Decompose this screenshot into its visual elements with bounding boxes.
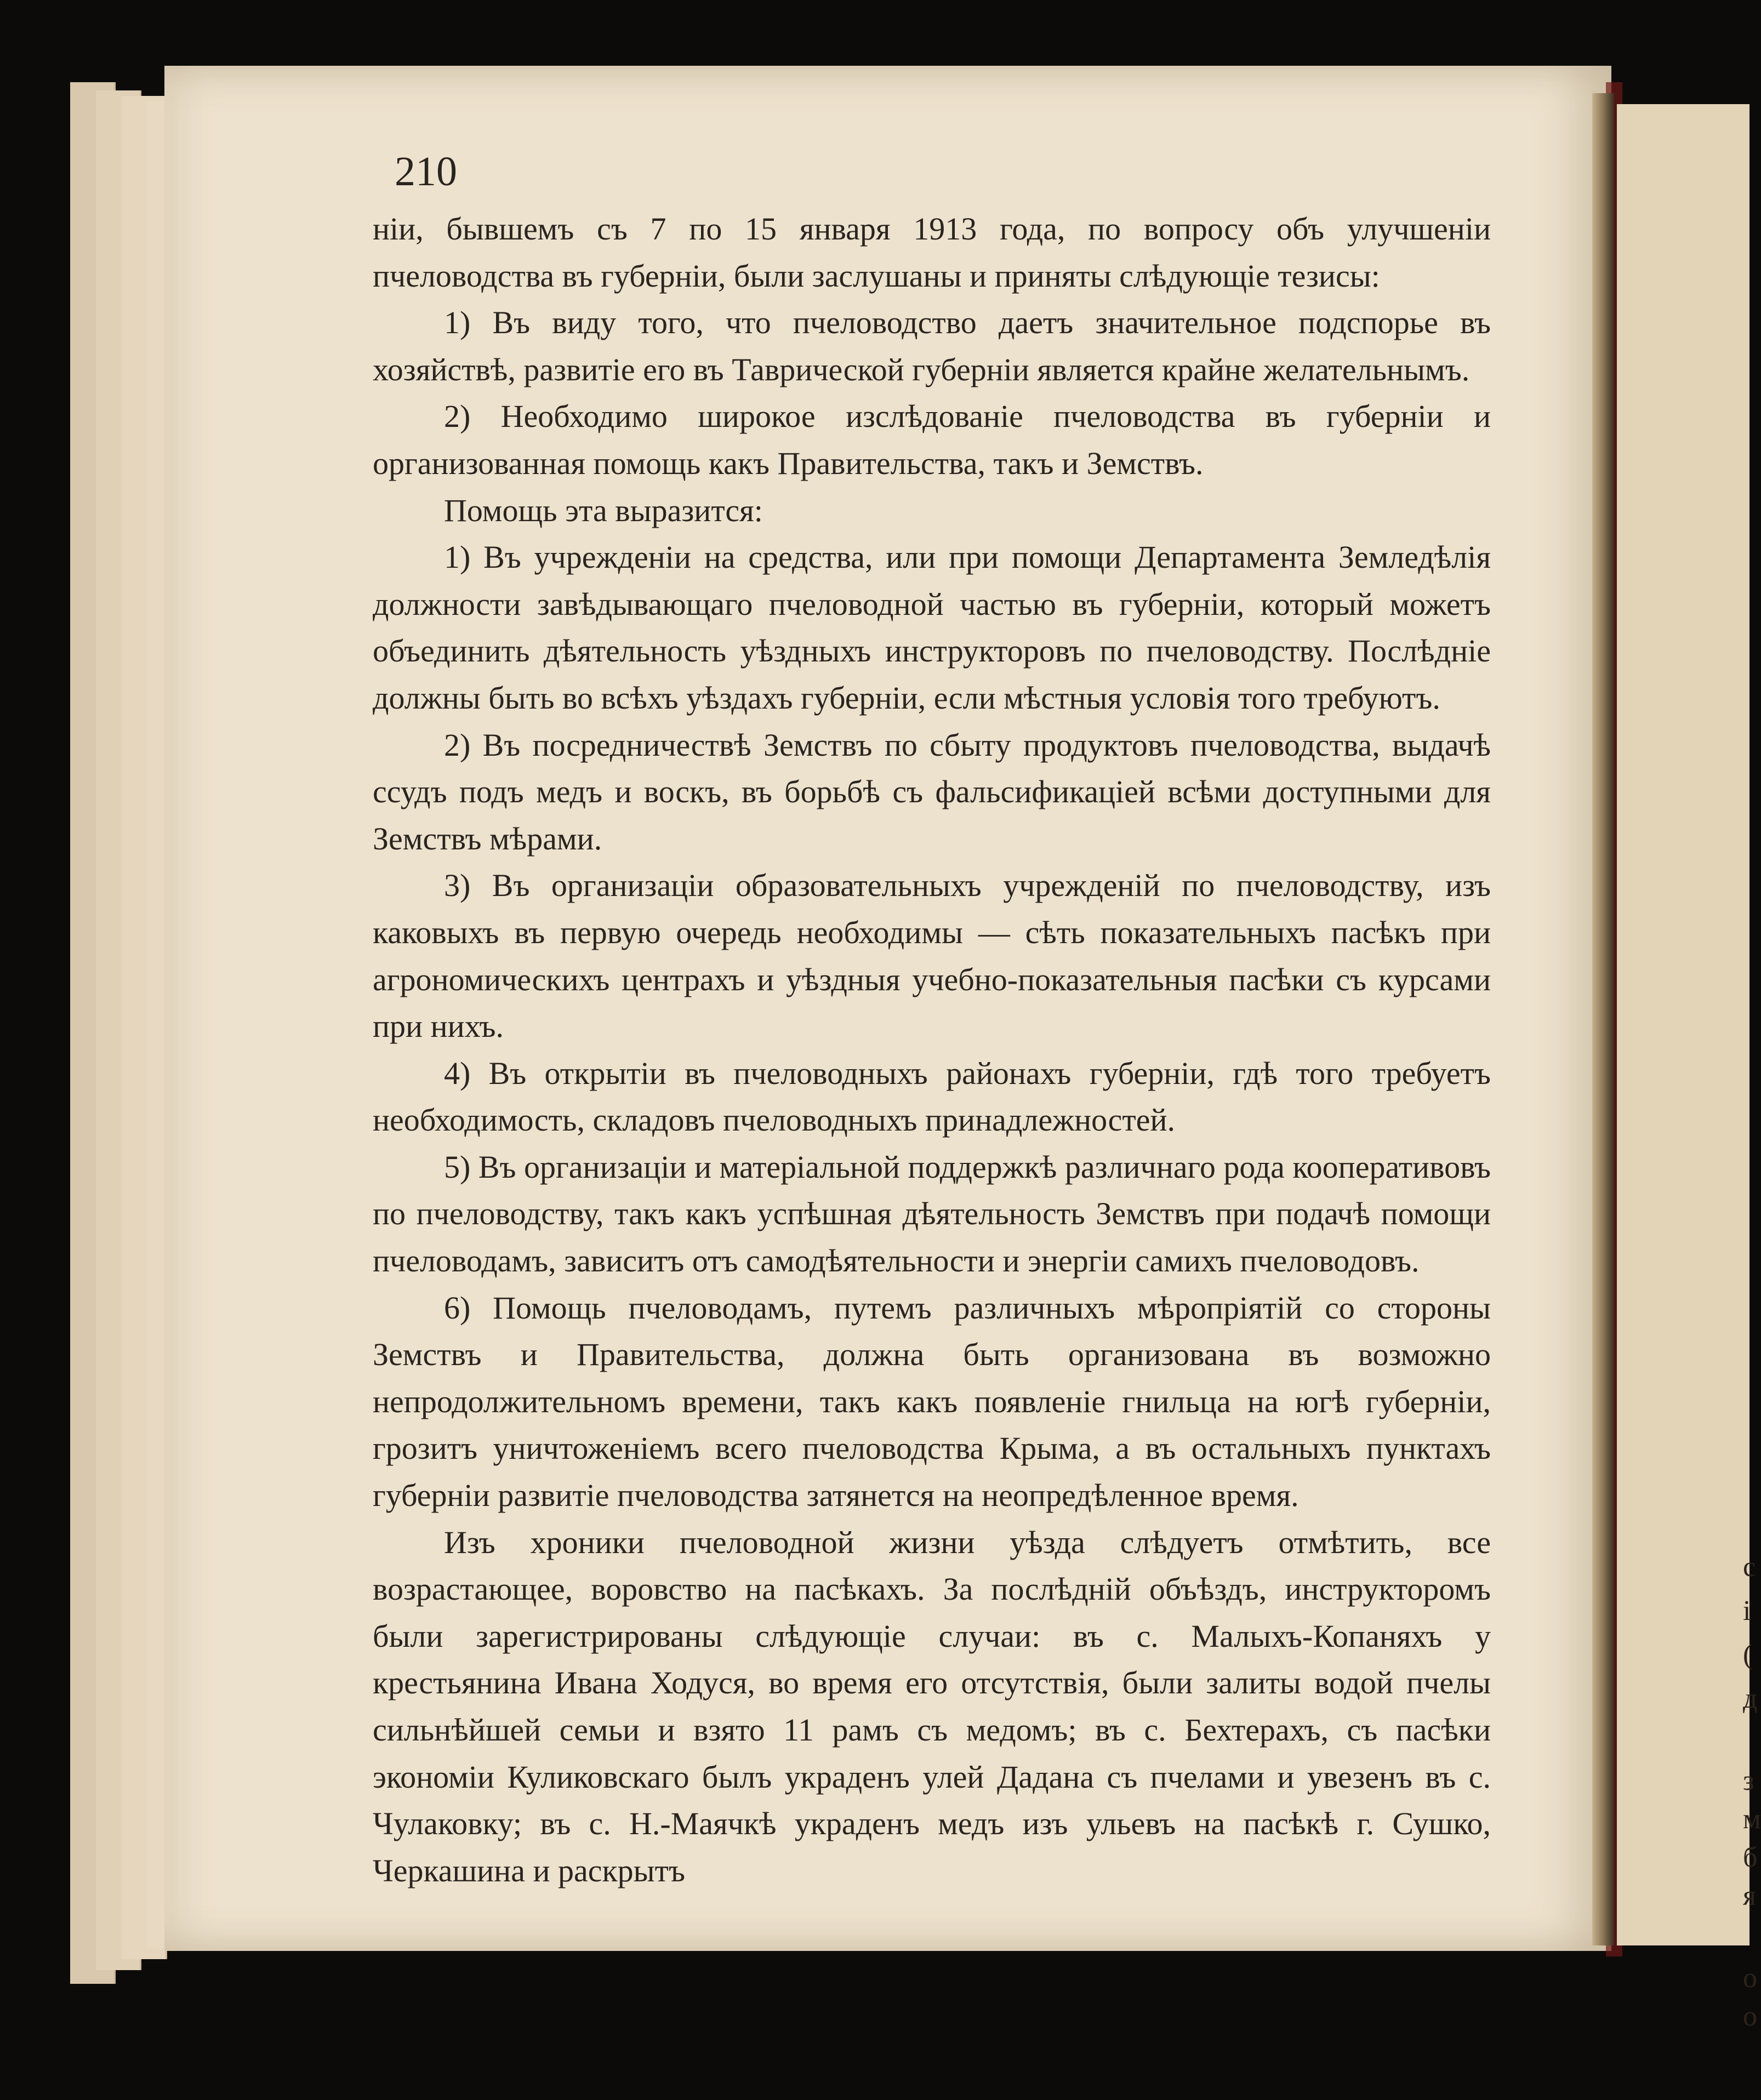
paragraph: 3) Въ организаціи образовательныхъ учрежденій по пчеловодству, изъ каковыхъ въ первую очередь необходимы — сѣть показательныхъ пасѣкъ при агрономическихъ центрахъ и уѣздныя учебно-показательныя пасѣки съ курсами при нихъ. xyxy=(373,868,1491,1045)
paragraph: ніи, бывшемъ съ 7 по 15 января 1913 года, по вопросу объ улучшеніи пчеловодства въ губерніи, были заслушаны и приняты слѣдующіе тезисы: xyxy=(373,211,1491,294)
next-page-fragment: о xyxy=(1743,2001,1757,2032)
next-page-fragment: і xyxy=(1743,1595,1751,1627)
paragraph: 1) Въ виду того, что пчеловодство даетъ значительное подспорье въ хозяйствѣ, развитіе его въ Таврической губерніи является крайне желательнымъ. xyxy=(373,305,1491,387)
paragraph: 1) Въ учрежденіи на средства, или при помощи Департамента Земледѣлія должности завѣдывающаго пчеловодной частью въ губерніи, который можетъ объединить дѣятельность уѣздныхъ инструкторовъ по пчеловодству. Послѣдніе должны быть во всѣхъ уѣздахъ губерніи, если мѣстныя условія того требуютъ. xyxy=(373,539,1491,716)
paragraph: 2) Необходимо широкое изслѣдованіе пчеловодства въ губерніи и организованная помощь какъ Правительства, такъ и Земствъ. xyxy=(373,398,1491,481)
next-page xyxy=(1617,104,1761,2032)
next-page-fragment: я xyxy=(1743,1880,1756,1911)
next-page-fragment: б xyxy=(1743,1842,1758,1873)
paragraph: Изъ хроники пчеловодной жизни уѣзда слѣдуетъ отмѣтить, все возрастающее, воровство на пасѣкахъ. За послѣдній объѣздъ, инструкторомъ были зарегистрированы слѣдующіе случаи: въ с. Малыхъ-Копаняхъ у крестьянина Ивана Ходуся, во время его отсутствія, были залиты водой пчелы сильнѣйшей семьи и взято 11 рамъ съ медомъ; въ с. Бехтерахъ, съ пасѣки экономіи Куликовскаго былъ украденъ улей Дадана съ пчелами и увезенъ въ с. Чулаковку; въ с. Н.-Маячкѣ украденъ медъ изъ ульевъ на пасѣкѣ г. Сушко, Черкашина и раскрытъ xyxy=(373,1524,1491,1888)
paragraph: 6) Помощь пчеловодамъ, путемъ различныхъ мѣропріятій со стороны Земствъ и Правительства, должна быть организована въ возможно непродолжительномъ времени, такъ какъ появленіе гнильца на югѣ губерніи, грозитъ уничтоженіемъ всего пчеловодства Крыма, а въ остальныхъ пунктахъ губерніи развитіе пчеловодства затянется на неопредѣленное время. xyxy=(373,1289,1491,1514)
next-page-fragment: м xyxy=(1743,1804,1761,1835)
next-page-fragment: ( xyxy=(1743,1639,1753,1670)
paragraph: 5) Въ организаціи и матеріальной поддержкѣ различнаго рода кооперативовъ по пчеловодству, такъ какъ успѣшная дѣятельность Земствъ при подачѣ помощи пчеловодамъ, зависитъ отъ самодѣятельности и энергіи самихъ пчеловодовъ. xyxy=(373,1149,1491,1279)
next-page-fragment: с xyxy=(1743,1551,1756,1583)
paragraph: Помощь эта выразится: xyxy=(444,492,763,528)
body-text xyxy=(373,206,1491,1894)
next-page-fragment: з xyxy=(1743,1765,1754,1796)
paragraph: 2) Въ посредничествѣ Земствъ по сбыту продуктовъ пчеловодства, выдачѣ ссудъ подъ медъ и воскъ, въ борьбѣ съ фальсификаціей всѣми доступными для Земствъ мѣрами. xyxy=(373,727,1491,857)
next-page-fragment: д xyxy=(1743,1683,1758,1714)
next-page-fragment: о xyxy=(1743,1962,1757,1994)
paragraph: 4) Въ открытіи въ пчеловодныхъ районахъ губерніи, гдѣ того требуетъ необходимость, складовъ пчеловодныхъ принадлежностей. xyxy=(373,1055,1491,1138)
page-number: 210 xyxy=(395,149,457,195)
book-gutter xyxy=(1592,93,1614,1945)
